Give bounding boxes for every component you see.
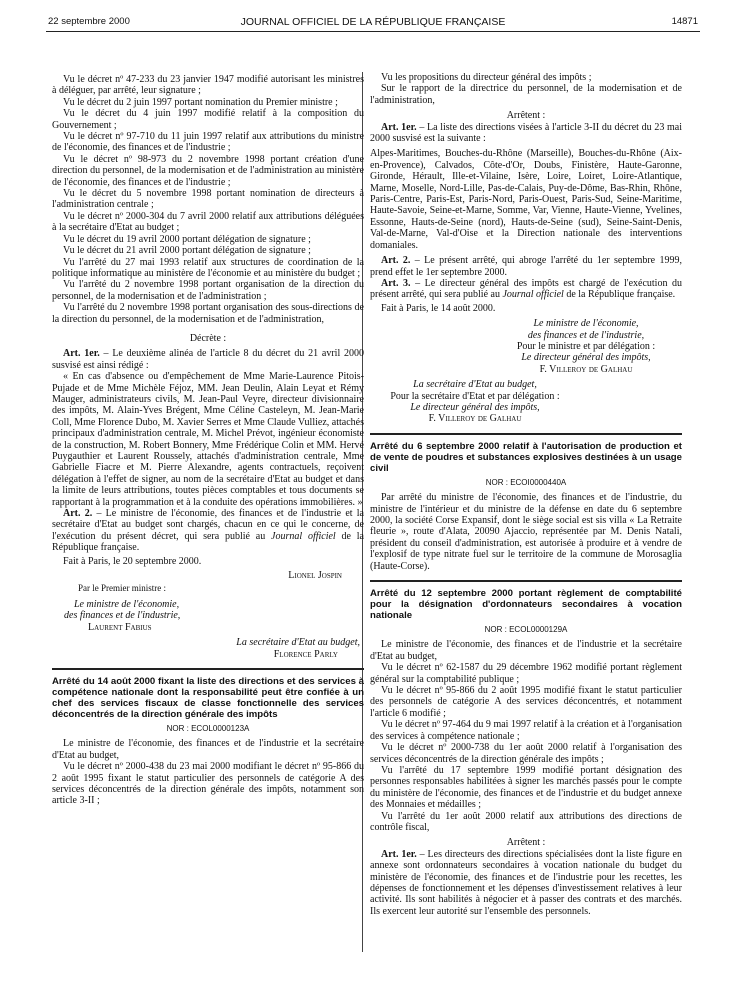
article-label: Art. 2. (63, 508, 93, 520)
fait-a-paris: Fait à Paris, le 20 septembre 2000. (63, 555, 202, 567)
director-name: F. Villeroy de Galhau (539, 363, 633, 375)
visa: Vu le décret du 2 juin 1997 portant nomination du Premier ministre ; (63, 96, 338, 108)
article-text: – La liste des directions visées à l'article 3-II du décret du 23 mai 2000 susvisé est la suivante : (370, 121, 683, 145)
visa: Vu le décret nº 2000-738 du 1er août 2000 relatif à l'organisation des services déconcentrés de la direction générale des impôts ; (370, 742, 682, 765)
visa: Sur le rapport de la directrice du personnel, de la modernisation et de l'administration, (370, 83, 682, 106)
article-2 (52, 508, 364, 554)
visa: Vu l'arrêté du 2 novembre 1998 portant organisation de la direction du personnel, de la modernisation et de l'administration ; (52, 279, 364, 302)
minister-name: Laurent Fabius (88, 621, 152, 633)
article-text: – Le directeur général des impôts est chargé de l'exécution du présent arrêté, qui sera publié au (370, 277, 682, 301)
arrete-title: Arrêté du 14 août 2000 fixant la liste des directions et des services à compétence nationale dont la responsabilité peut être confiée à un chef des services fiscaux de classe fonctionnelle des services déconcentrés de la direction générale des impôts (52, 675, 364, 720)
header-date: 22 septembre 2000 (48, 16, 130, 27)
minister-title: Le ministre de l'économie, (74, 598, 180, 610)
nor-reference: NOR : ECOL0000129A (484, 625, 568, 635)
visa: Vu le décret nº 98-973 du 2 novembre 1998 portant création d'une direction du personnel, de la modernisation et de l'administration au ministère de l'économie, des finances et de l'industrie ; (52, 153, 364, 188)
article-3 (370, 278, 682, 301)
arretent-heading: Arrêtent : (506, 110, 546, 122)
visa: Vu les propositions du directeur général des impôts ; (381, 72, 592, 83)
journal-officiel: Journal officiel (271, 530, 336, 542)
page-header (48, 16, 698, 30)
section-rule (370, 580, 682, 582)
arrete-title: Arrêté du 6 septembre 2000 relatif à l'autorisation de production et de vente de poudres et substances explosives destinées à un usage civil (370, 440, 682, 474)
visa: Vu le décret nº 95-866 du 2 août 1995 modifié fixant le statut particulier des personnels de catégorie A des services déconcentrés, et notamment l'article 6 modifié ; (370, 685, 682, 719)
visa: Vu le décret du 4 juin 1997 modifié relatif à la composition du Gouvernement ; (52, 108, 364, 131)
article-text: de la République française. (563, 289, 676, 301)
signature-premier-ministre: Lionel Jospin (288, 570, 342, 582)
secretary-title: La secrétaire d'Etat au budget, (236, 637, 360, 649)
visa: Vu le décret nº 97-710 du 11 juin 1997 relatif aux attributions du ministre de l'économie, des finances et de l'industrie ; (52, 131, 364, 154)
article-text: – Le deuxième alinéa de l'article 8 du décret du 21 avril 2000 susvisé est ainsi rédigé : (52, 348, 365, 371)
journal-officiel: Journal officiel (502, 289, 564, 301)
article-label: Art. 1er. (381, 848, 417, 860)
right-column (370, 72, 682, 917)
article-label: Art. 1er. (381, 121, 417, 133)
preamble: Le ministre de l'économie, des finances et de l'industrie et la secrétaire d'Etat au budget, (52, 738, 364, 761)
visa: Vu l'arrêté du 27 mai 1993 relatif aux structures de coordination de la politique informatique au ministère de l'économie et au ministère du budget ; (52, 256, 364, 279)
section-rule (52, 668, 364, 670)
article-1 (370, 122, 682, 145)
visa: Vu l'arrêté du 1er août 2000 relatif aux attributions des directions de contrôle fiscal, (370, 810, 682, 833)
visa: Vu le décret du 21 avril 2000 portant délégation de signature ; (63, 245, 311, 257)
visa: Vu le décret nº 62-1587 du 29 décembre 1962 modifié portant règlement général sur la comptabilité publique ; (370, 662, 682, 685)
arrete-title: Arrêté du 12 septembre 2000 portant règlement de comptabilité pour la désignation d'ordonnateurs secondaires à vocation nationale (370, 588, 682, 622)
visa: Vu le décret nº 97-464 du 9 mai 1997 relatif à la création et à l'organisation des services à compétence nationale ; (370, 719, 682, 742)
visa: Vu le décret nº 2000-438 du 23 mai 2000 modifiant le décret nº 95-866 du 2 août 1995 fixant le statut particulier des personnels de catégorie A des services déconcentrés de la direction générale des impôts, notamment son article 3-II ; (52, 761, 364, 807)
nor-reference: NOR : ECOL0000123A (166, 723, 250, 733)
decrete-heading: Décrète : (189, 332, 227, 344)
arretent-heading: Arrêtent : (506, 837, 546, 849)
article-text: de la République française. (52, 530, 364, 554)
visa: Vu l'arrêté du 17 septembre 1999 modifié portant désignation des personnes responsables habilitées à signer les marchés passés pour le compte du ministère de l'économie, des finances et de l'industrie et du budget annexe des Monnaies et médailles ; (370, 764, 682, 811)
preamble: Le ministre de l'économie, des finances et de l'industrie et la secrétaire d'Etat au budget, (370, 639, 682, 662)
secretary-title: La secrétaire d'Etat au budget, (413, 379, 537, 391)
journal-title: JOURNAL OFFICIEL DE LA RÉPUBLIQUE FRANÇAISE (240, 16, 506, 28)
secretary-name: Florence Parly (273, 648, 338, 660)
visa: Vu le décret du 5 novembre 1998 portant nomination de directeurs à l'administration centrale ; (52, 188, 364, 211)
secretary-signature-block (370, 379, 580, 425)
delegation-line: Pour le ministre et par délégation : (516, 340, 656, 352)
article-1 (52, 348, 364, 371)
minister-signature-block (370, 318, 682, 375)
visa: Vu le décret du 19 avril 2000 portant délégation de signature ; (63, 233, 311, 245)
article-text: – Le ministre de l'économie, des finances et de l'industrie et la secrétaire d'Etat au budget sont chargés, chacun en ce qui le concerne, de l'exécution du présent décret, qui sera publié au (52, 508, 364, 542)
page-number: 14871 (671, 16, 698, 27)
minister-title: des finances et de l'industrie, (527, 329, 645, 341)
left-column (52, 74, 364, 807)
par-le-premier-ministre: Par le Premier ministre : (78, 583, 166, 594)
minister-title: Le ministre de l'économie, (533, 318, 639, 330)
section-rule (370, 433, 682, 435)
article-label: Art. 3. (381, 277, 411, 289)
director-name: F. Villeroy de Galhau (428, 413, 522, 425)
article-text: – Le présent arrêté, qui abroge l'arrêté du 1er septembre 1999, prend effet le 1er septembre 2000. (370, 255, 683, 278)
article-text: – Les directeurs des directions spécialisées dont la liste figure en annexe sont ordonnateurs secondaires à vocation nationale du budget du ministère de l'économie, des finances et de l'industrie pour les recettes, les dépenses de fonctionnement et les dépenses d'investissement relatives à leur activité. Ils sont habilités à négocier et à passer des contrats et des marchés. Ils exercent leur autorité sur l'ensemble des personnels. (370, 848, 682, 917)
director-title: Le directeur général des impôts, (410, 401, 540, 413)
article-label: Art. 2. (381, 255, 411, 267)
visa: Vu l'arrêté du 2 novembre 1998 portant organisation des sous-directions de la direction du personnel, de la modernisation et de l'administration, (52, 302, 364, 325)
minister-title: des finances et de l'industrie, (64, 610, 181, 622)
visa: Vu le décret nº 47-233 du 23 janvier 1947 modifié autorisant les ministres à déléguer, par arrêté, leur signature ; (52, 74, 364, 97)
directions-list: Alpes-Maritimes, Bouches-du-Rhône (Marseille), Bouches-du-Rhône (Aix-en-Provence), Calvados, Côte-d'Or, Doubs, Finistère, Haute-Garonne, Gironde, Hérault, Ille-et-Vilaine, Isère, Loire, Loiret, Loire-Atlantique, Marne, Moselle, Nord-Lille, Pas-de-Calais, Puy-de-Dôme, Bas-Rhin, Rhône, Paris-Centre, Paris-Est, Paris-Nord, Paris-Ouest, Paris-Sud, Seine-Maritime, Haute-Savoie, Seine-et-Marne, Somme, Var, Vienne, Haute-Vienne, Yvelines, Essonne, Hauts-de-Seine (nord), Hauts-de-Seine (sud), Seine-Saint-Denis, Val-de-Marne, Val-d'Oise et la Direction nationale des interventions domaniales. (370, 148, 682, 251)
article-2 (370, 255, 682, 278)
arrete-paragraph: Par arrêté du ministre de l'économie, des finances et de l'industrie, du ministre de l'intérieur et du ministre de la défense en date du 6 septembre 2000, la société Corse Expansif, dont le siège social est sis villa « La Retraite fleurie », route d'Alata, 20090 Ajaccio, représentée par M. Denis Natali, président du conseil d'administration, est autorisée à produire et à vendre de l'explosif de type nitrate fuel sur le territoire de la commune de Morosaglia (Haute-Corse). (370, 492, 682, 572)
delegation-line: Pour la secrétaire d'Etat et par délégation : (390, 390, 560, 402)
header-rule (46, 31, 700, 32)
article-1-quote: « En cas d'absence ou d'empêchement de Mme Marie-Laurence Pitois-Pujade et de Mme Michèle Féjoz, MM. Jean Deulin, Alain Leyat et Rémy Mauger, administrateurs civils, M. Jean-Paul Veyre, directeur divisionnaire des impôts, M. Alain-Yves Brégent, Mme Céline Casteleyn, M. Jean-Marie Coll, Mme Florence Dubo, M. Xavier Serres et Mme Claude Vulliez, attachés principaux d'administration centrale, M. Michel Prévot, ingénieur économiste de la construction, M. Robert Bonnery, Mme Frédérique Colin et MM. Hervé Puygauthier et Laurent Roussely, attachés d'administration centrale, Mme Gabrielle Fiacre et M. Pierre Alexandre, agents contractuels, reçoivent délégation à l'effet de signer, au nom de la secrétaire d'Etat au budget et dans la limite de leurs attributions, toutes pièces comptables et tous documents se rapportant à la programmation et à la conduite des opérations immobilières. » (52, 371, 364, 508)
director-title: Le directeur général des impôts, (521, 352, 651, 364)
nor-reference: NOR : ECOI0000440A (485, 477, 567, 487)
article-label: Art. 1er. (63, 348, 100, 360)
article-1 (370, 849, 682, 917)
fait-a-paris: Fait à Paris, le 14 août 2000. (381, 302, 496, 314)
visa: Vu le décret nº 2000-304 du 7 avril 2000 relatif aux attributions déléguées à la secrétaire d'Etat au budget ; (52, 210, 364, 234)
